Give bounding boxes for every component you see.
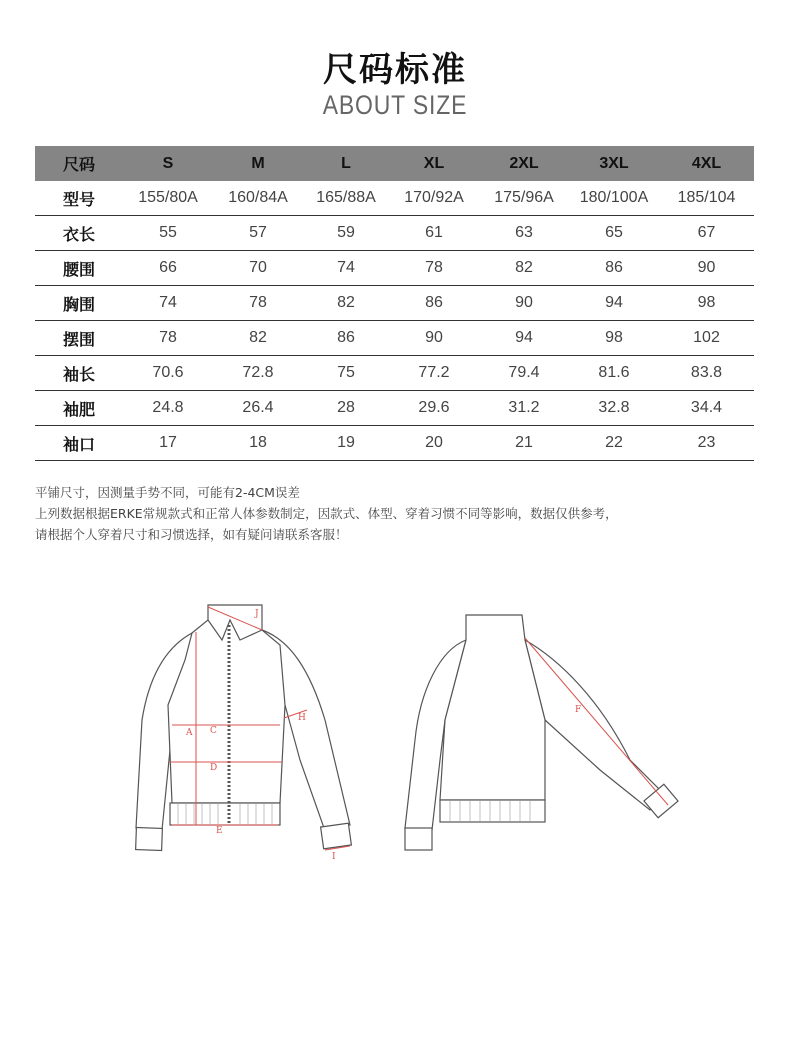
table-cell: 26.4 xyxy=(213,391,303,426)
table-cell: 90 xyxy=(659,251,754,286)
table-cell: 74 xyxy=(303,251,389,286)
jacket-measurement-diagram xyxy=(0,580,790,880)
table-cell: 70 xyxy=(213,251,303,286)
row-label: 袖长 xyxy=(35,356,123,391)
label-a: A xyxy=(186,728,193,738)
label-j: J xyxy=(255,609,259,619)
table-cell: 32.8 xyxy=(569,391,659,426)
table-cell: 185/104 xyxy=(659,181,754,216)
header-cell: 3XL xyxy=(569,146,659,181)
row-label: 腰围 xyxy=(35,251,123,286)
table-cell: 86 xyxy=(303,321,389,356)
table-cell: 66 xyxy=(123,251,213,286)
table-cell: 102 xyxy=(659,321,754,356)
table-cell: 29.6 xyxy=(389,391,479,426)
table-cell: 82 xyxy=(213,321,303,356)
jacket-back-view xyxy=(405,615,678,850)
table-cell: 57 xyxy=(213,216,303,251)
table-cell: 67 xyxy=(659,216,754,251)
page-title: 尺码标准 xyxy=(323,50,467,90)
size-notes xyxy=(35,482,618,545)
note-line: 上列数据根据ERKE常规款式和正常人体参数制定，因款式、体型、穿着习惯不同等影响，数据仅供参考， xyxy=(35,506,618,521)
table-cell: 90 xyxy=(389,321,479,356)
table-cell: 31.2 xyxy=(479,391,569,426)
label-h: H xyxy=(298,713,306,723)
table-cell: 74 xyxy=(123,286,213,321)
table-cell: 98 xyxy=(659,286,754,321)
table-cell: 94 xyxy=(569,286,659,321)
note-line: 请根据个人穿着尺寸和习惯选择，如有疑问请联系客服！ xyxy=(35,527,348,542)
table-cell: 19 xyxy=(303,426,389,461)
label-e: E xyxy=(216,826,223,836)
table-cell: 180/100A xyxy=(569,181,659,216)
front-right-cuff xyxy=(321,823,352,849)
label-f: F xyxy=(575,705,582,715)
table-cell: 82 xyxy=(303,286,389,321)
back-left-cuff xyxy=(405,828,432,850)
table-row xyxy=(35,181,754,216)
front-body xyxy=(168,605,285,803)
table-cell: 18 xyxy=(213,426,303,461)
table-cell: 72.8 xyxy=(213,356,303,391)
label-i: I xyxy=(332,852,336,862)
table-cell: 20 xyxy=(389,426,479,461)
table-cell: 59 xyxy=(303,216,389,251)
table-cell: 78 xyxy=(389,251,479,286)
table-cell: 175/96A xyxy=(479,181,569,216)
table-cell: 78 xyxy=(123,321,213,356)
jacket-front-view xyxy=(136,605,352,850)
table-row xyxy=(35,426,754,461)
row-label: 袖口 xyxy=(35,426,123,461)
table-cell: 165/88A xyxy=(303,181,389,216)
row-label: 型号 xyxy=(35,181,123,216)
table-cell: 65 xyxy=(569,216,659,251)
table-cell: 23 xyxy=(659,426,754,461)
table-cell: 83.8 xyxy=(659,356,754,391)
header-cell: L xyxy=(303,146,389,181)
label-c: C xyxy=(210,726,217,736)
table-cell: 78 xyxy=(213,286,303,321)
table-cell: 160/84A xyxy=(213,181,303,216)
table-cell: 21 xyxy=(479,426,569,461)
table-cell: 77.2 xyxy=(389,356,479,391)
header-cell: 尺码 xyxy=(35,146,123,181)
table-cell: 61 xyxy=(389,216,479,251)
table-cell: 55 xyxy=(123,216,213,251)
row-label: 胸围 xyxy=(35,286,123,321)
header-cell: M xyxy=(213,146,303,181)
table-cell: 170/92A xyxy=(389,181,479,216)
table-cell: 22 xyxy=(569,426,659,461)
table-cell: 90 xyxy=(479,286,569,321)
table-cell: 98 xyxy=(569,321,659,356)
row-label: 摆围 xyxy=(35,321,123,356)
table-cell: 34.4 xyxy=(659,391,754,426)
header-cell: 2XL xyxy=(479,146,569,181)
table-cell: 17 xyxy=(123,426,213,461)
table-row xyxy=(35,391,754,426)
table-row xyxy=(35,251,754,286)
front-hem-rib xyxy=(170,803,280,825)
table-cell: 155/80A xyxy=(123,181,213,216)
table-cell: 94 xyxy=(479,321,569,356)
table-cell: 86 xyxy=(569,251,659,286)
table-row xyxy=(35,286,754,321)
table-row xyxy=(35,321,754,356)
header-cell: XL xyxy=(389,146,479,181)
table-cell: 81.6 xyxy=(569,356,659,391)
page-subtitle: ABOUT SIZE xyxy=(322,90,468,120)
front-left-cuff xyxy=(136,828,163,851)
label-d: D xyxy=(210,763,218,773)
header-cell: S xyxy=(123,146,213,181)
table-cell: 70.6 xyxy=(123,356,213,391)
row-label: 袖肥 xyxy=(35,391,123,426)
table-cell: 63 xyxy=(479,216,569,251)
table-row xyxy=(35,216,754,251)
table-cell: 79.4 xyxy=(479,356,569,391)
size-table xyxy=(35,146,754,461)
table-cell: 82 xyxy=(479,251,569,286)
note-line: 平铺尺寸，因测量手势不同，可能有2-4CM误差 xyxy=(35,485,300,500)
back-hem-rib xyxy=(440,800,545,822)
table-cell: 28 xyxy=(303,391,389,426)
table-cell: 86 xyxy=(389,286,479,321)
table-cell: 75 xyxy=(303,356,389,391)
back-right-sleeve xyxy=(525,640,665,810)
table-cell: 24.8 xyxy=(123,391,213,426)
table-row xyxy=(35,356,754,391)
header-cell: 4XL xyxy=(659,146,754,181)
size-table-header xyxy=(35,146,754,181)
row-label: 衣长 xyxy=(35,216,123,251)
